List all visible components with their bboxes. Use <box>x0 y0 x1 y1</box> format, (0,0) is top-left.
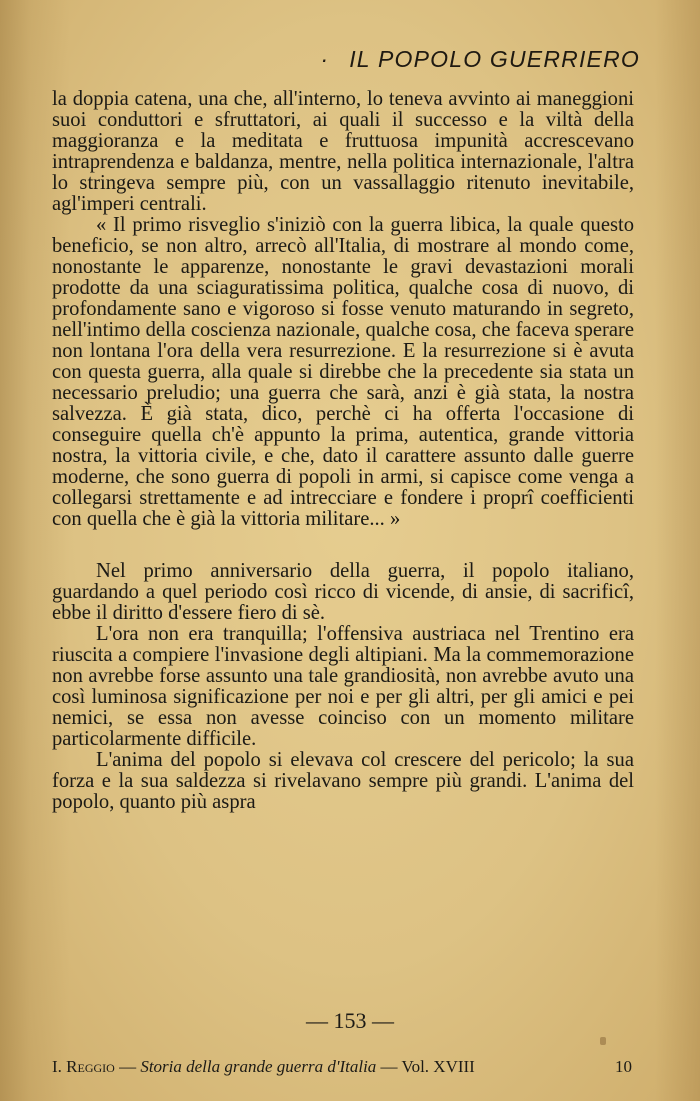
paragraph-soul-of-people: L'anima del popolo si elevava col crescere del pericolo; la sua forza e la sua saldezza si rivelavano sempre più grandi. L'anima del popolo, quanto più aspra <box>52 749 634 813</box>
paragraph-quotation: « Il primo risveglio s'iniziò con la guerra libica, la quale questo beneficio, se non altro, arrecò all'Italia, di mostrare al mondo come, nonostante le apparenze, nonostante le gravi devastazioni morali prodotte da una sciaguratissima politica, qualche cosa di nuovo, di profondamente sano e vigoroso si fosse venuto maturando in segreto, nell'intimo della coscienza nazionale, qualche cosa, che faceva sperare non lontana l'ora della vera resurrezione. E la resurrezione si è avuta con questa guerra, alla quale si direbbe che la precedente sia stata un necessario preludio; una guerra che sarà, anzi è già stata, la nostra salvezza. È già stata, dico, perchè ci ha offerta l'occasione di conseguire quella ch'è appunto la prima, autentica, grande vittoria nostra, la vittoria civile, e che, dato il carattere assunto dalle guerre moderne, che sono guerra di popoli in armi, si capisce come venga a collegarsi strettamente e ad intrecciare e fondere i proprî coefficienti con quella che è già la vittoria militare... » <box>52 214 634 530</box>
footer-citation <box>52 1057 475 1077</box>
footer-dash: — <box>119 1057 137 1076</box>
footer-signature: 10 <box>615 1057 632 1076</box>
page-footer <box>52 1057 632 1077</box>
paragraph-anniversary: Nel primo anniversario della guerra, il popolo italiano, guardando a quel periodo così ricco di vicende, di ansie, di sacrificî, ebbe il diritto d'essere fiero di sè. <box>52 560 634 624</box>
running-head-marker: · <box>320 46 330 72</box>
paragraph-offensive: L'ora non era tranquilla; l'offensiva austriaca nel Trentino era riuscita a compiere l'invasione degli altipiani. Ma la commemorazione non avrebbe forse assunto una tale grandiosità, non avrebbe avuto una così luminosa significazione per noi e per gli altri, per gli amici e pei nemici, se essa non avesse coinciso con un momento militare particolarmente difficile. <box>52 623 634 750</box>
footer-work-title: Storia della grande guerra d'Italia <box>140 1057 377 1076</box>
footer-author: I. Reggio <box>52 1057 115 1076</box>
paragraph-continuation: la doppia catena, una che, all'interno, lo teneva avvinto ai maneggioni suoi conduttori e sfruttatori, ai quali il successo e la viltà della maggioranza e la meditata e fruttuosa impunità accrescevano intraprendenza e baldanza, mentre, nella politica internazionale, l'altra lo stringeva sempre più, con un vassallaggio ritenuto inevitabile, agl'imperi centrali. <box>52 88 634 215</box>
paper-speck <box>600 1037 606 1045</box>
running-head-title: IL POPOLO GUERRIERO <box>349 46 640 72</box>
running-head <box>300 46 640 76</box>
page-number: — 153 — <box>306 1008 394 1033</box>
body-text <box>52 89 634 813</box>
footer-volume: — Vol. XVIII <box>380 1057 475 1076</box>
